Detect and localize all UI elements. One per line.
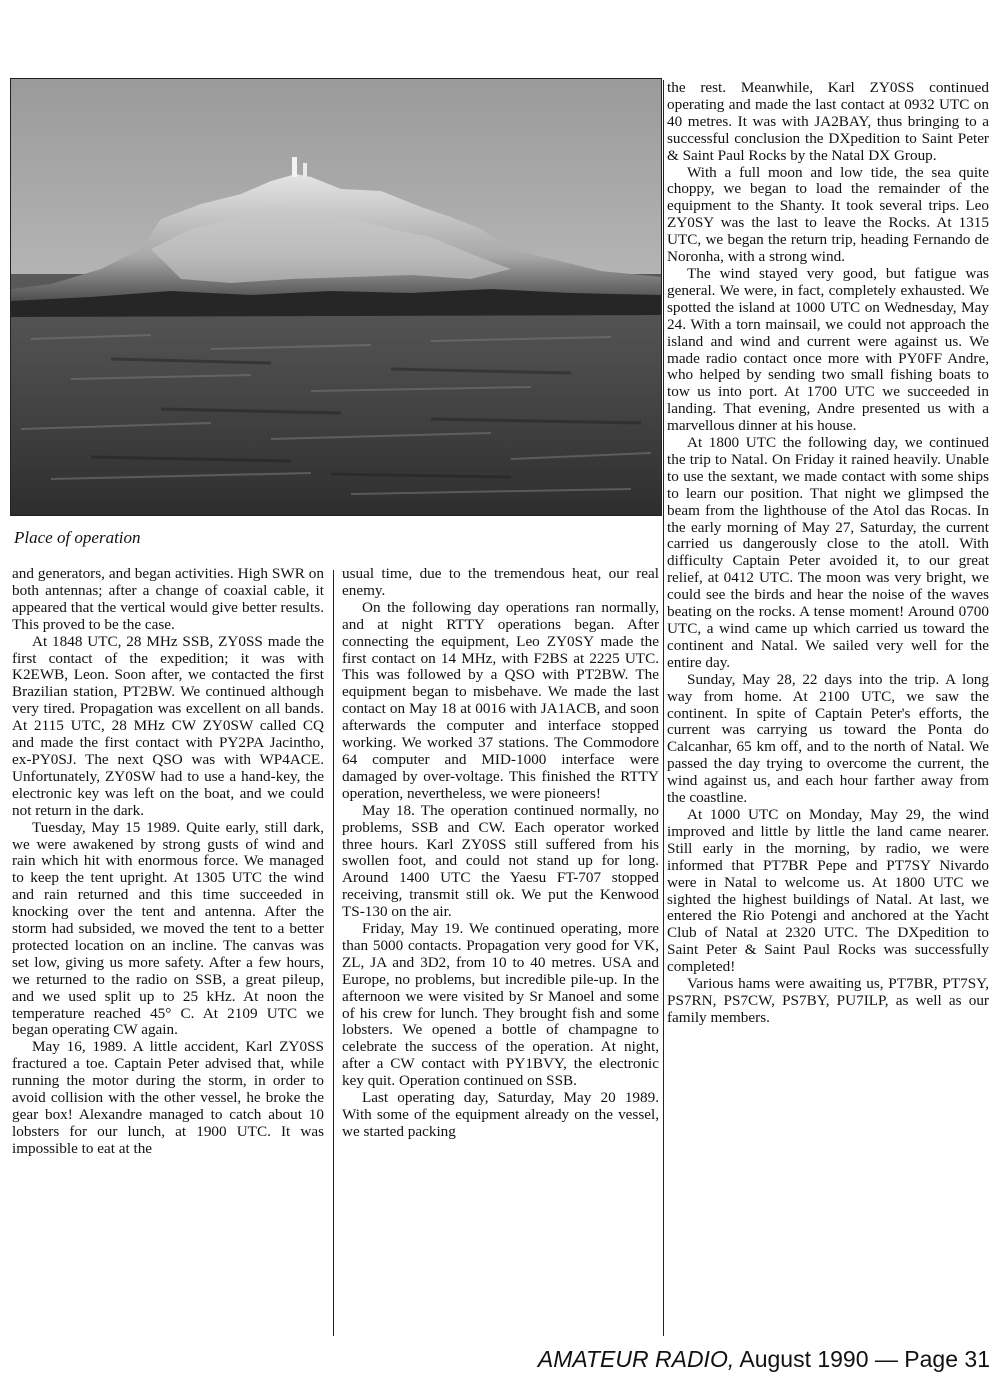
paragraph: With a full moon and low tide, the sea quite choppy, we began to load the remainder of the equipment to the Shanty. It took several trips. Leo ZY0SY was the last to leave the Rocks. At 1315 UTC, we began the return trip, heading Fernando de Noronha, with a strong wind.	[667, 163, 989, 266]
paragraph: Friday, May 19. We continued operating, more than 5000 contacts. Propagation very good for VK, ZL, JA and 3D2, from 10 to 40 metres. USA and Europe, no problems, but incredible pile-up. In the afternoon we were visited by Sr Manoel and some of his crew for lunch. They brought fish and some lobsters. We opened a bottle of champagne to celebrate the success of the operation. At night, after a CW contact with PY1BVY, the electronic key quit. Operation continued on SSB.	[342, 920, 659, 1090]
paragraph: the rest. Meanwhile, Karl ZY0SS continued operating and made the last contact at 0932 UTC on 40 metres. It was with JA2BAY, thus bringing to a successful conclusion the DXpedition to Saint Peter & Saint Paul Rocks by the Natal DX Group.	[667, 79, 989, 164]
page-footer	[538, 1346, 990, 1373]
paragraph: Various hams were awaiting us, PT7BR, PT7SY, PS7RN, PS7CW, PS7BY, PU7ILP, as well as our family members.	[667, 975, 989, 1026]
paragraph: and generators, and began activities. High SWR on both antennas; after a change of coaxial cable, it appeared that the vertical would give better results. This proved to be the case.	[12, 565, 324, 633]
paragraph: Last operating day, Saturday, May 20 1989. With some of the equipment already on the vessel, we started packing	[342, 1089, 659, 1140]
column-rule-2	[663, 80, 664, 1336]
photo-rocks-icon	[11, 79, 661, 515]
photo-place-of-operation	[10, 78, 662, 516]
paragraph: On the following day operations ran normally, and at night RTTY operations began. After connecting the equipment, Leo ZY0SY made the first contact on 14 MHz, with F2BS at 2225 UTC. This was followed by a QSO with PT2BW. The equipment began to misbehave. We made the last contact on May 18 at 0016 with JA1ACB, and soon afterwards the computer and interface stopped working. We worked 37 stations. The Commodore 64 computer and MID-1000 interface were damaged by over-voltage. This finished the RTTY operation, nevertheless, we were pioneers!	[342, 598, 659, 802]
paragraph: Sunday, May 28, 22 days into the trip. A long way from home. At 2100 UTC, we saw the continent. In spite of Captain Peter's efforts, the current was carrying us toward the Ponta do Calcanhar, 65 km off, and to the north of Natal. We passed the day trying to overcome the current, the wind against us, and each hour farther away from the coastline.	[667, 670, 989, 807]
article-column-1	[12, 566, 324, 1158]
paragraph: At 1000 UTC on Monday, May 29, the wind improved and little by little the land came nearer. Still early in the morning, by radio, we were informed that PT7BR Pepe and PT7SY Nivardo were in Natal to welcome us. At 1800 UTC we sighted the highest buildings of Natal. At last, we entered the Rio Potengi and anchored at the Yacht Club of Natal at 2320 UTC. The DXpedition to Saint Peter & Saint Paul Rocks was successfully completed!	[667, 805, 989, 976]
magazine-name: AMATEUR RADIO,	[537, 1346, 735, 1372]
article-column-2	[342, 566, 659, 1141]
column-rule-1	[333, 570, 334, 1336]
paragraph: usual time, due to the tremendous heat, our real enemy.	[342, 565, 659, 599]
article-column-3	[667, 80, 989, 1027]
paragraph: Tuesday, May 15 1989. Quite early, still dark, we were awakened by strong gusts of wind and rain which hit with enormous force. We managed to keep the tent upright. At 1305 UTC the wind and rain returned and this time succeeded in knocking over the tent and antenna. After the storm had subsided, we moved the tent to a better protected location on an incline. The canvas was set low, giving us more safety. After a few hours, we returned to the radio on SSB, a great pileup, and we used split up to 25 kHz. At noon the temperature reached 45° C. At 2109 UTC we began operating CW again.	[12, 818, 324, 1039]
paragraph: May 18. The operation continued normally, no problems, SSB and CW. Each operator worked three hours. Karl ZY0SS still suffered from his swollen foot, and could not stand up for long. Around 1400 UTC the Yaesu FT-707 stopped receiving, transmit still ok. We put the Kenwood TS-130 on the air.	[342, 801, 659, 921]
paragraph: The wind stayed very good, but fatigue was general. We were, in fact, completely exhausted. We spotted the island at 1000 UTC on Wednesday, May 24. With a torn mainsail, we could not approach the island and wind and current were against us. We made radio contact once more with PY0FF Andre, who helped by sending two small fishing boats to tow us into port. At 1700 UTC we succeeded in landing. That evening, Andre presented us with a marvellous dinner at his house.	[667, 264, 989, 435]
paragraph: At 1800 UTC the following day, we continued the trip to Natal. On Friday it rained heavily. Unable to use the sextant, we made contact with some ships to learn our position. That night we glimpsed the beam from the lighthouse of the Atol das Rocas. In the early morning of May 27, Saturday, the current carried us dangerously close to the atoll. With difficulty Captain Peter avoided it, to our great relief, at 0412 UTC. The moon was very bright, we could see the birds and hear the noise of the waves beating on the rocks. A tense moment! Around 0700 UTC, a wind came up which carried us toward the continent and Natal. We sailed very well for the entire day.	[667, 434, 989, 671]
paragraph: May 16, 1989. A little accident, Karl ZY0SS fractured a toe. Captain Peter advised that, while running the motor during the storm, in order to avoid collision with the other vessel, he broke the gear box! Alexandre managed to catch about 10 lobsters for our lunch, at 1900 UTC. It was impossible to eat at the	[12, 1038, 324, 1157]
paragraph: At 1848 UTC, 28 MHz SSB, ZY0SS made the first contact of the expedition; it was with K2EWB, Leon. Soon after, we contacted the first Brazilian station, PT2BW. We continued although very tired. Propagation was excellent on all bands. At 2115 UTC, 28 MHz CW ZY0SW called CQ and made the first contact with PY2PA Jacintho, ex-PY0SJ. The next QSO was with WP4ACE. Unfortunately, ZY0SW had to use a hand-key, the electronic key was left on the boat, and we could not return in the dark.	[12, 632, 324, 819]
figure-caption: Place of operation	[14, 528, 141, 547]
issue-page: August 1990 — Page 31	[734, 1346, 990, 1372]
